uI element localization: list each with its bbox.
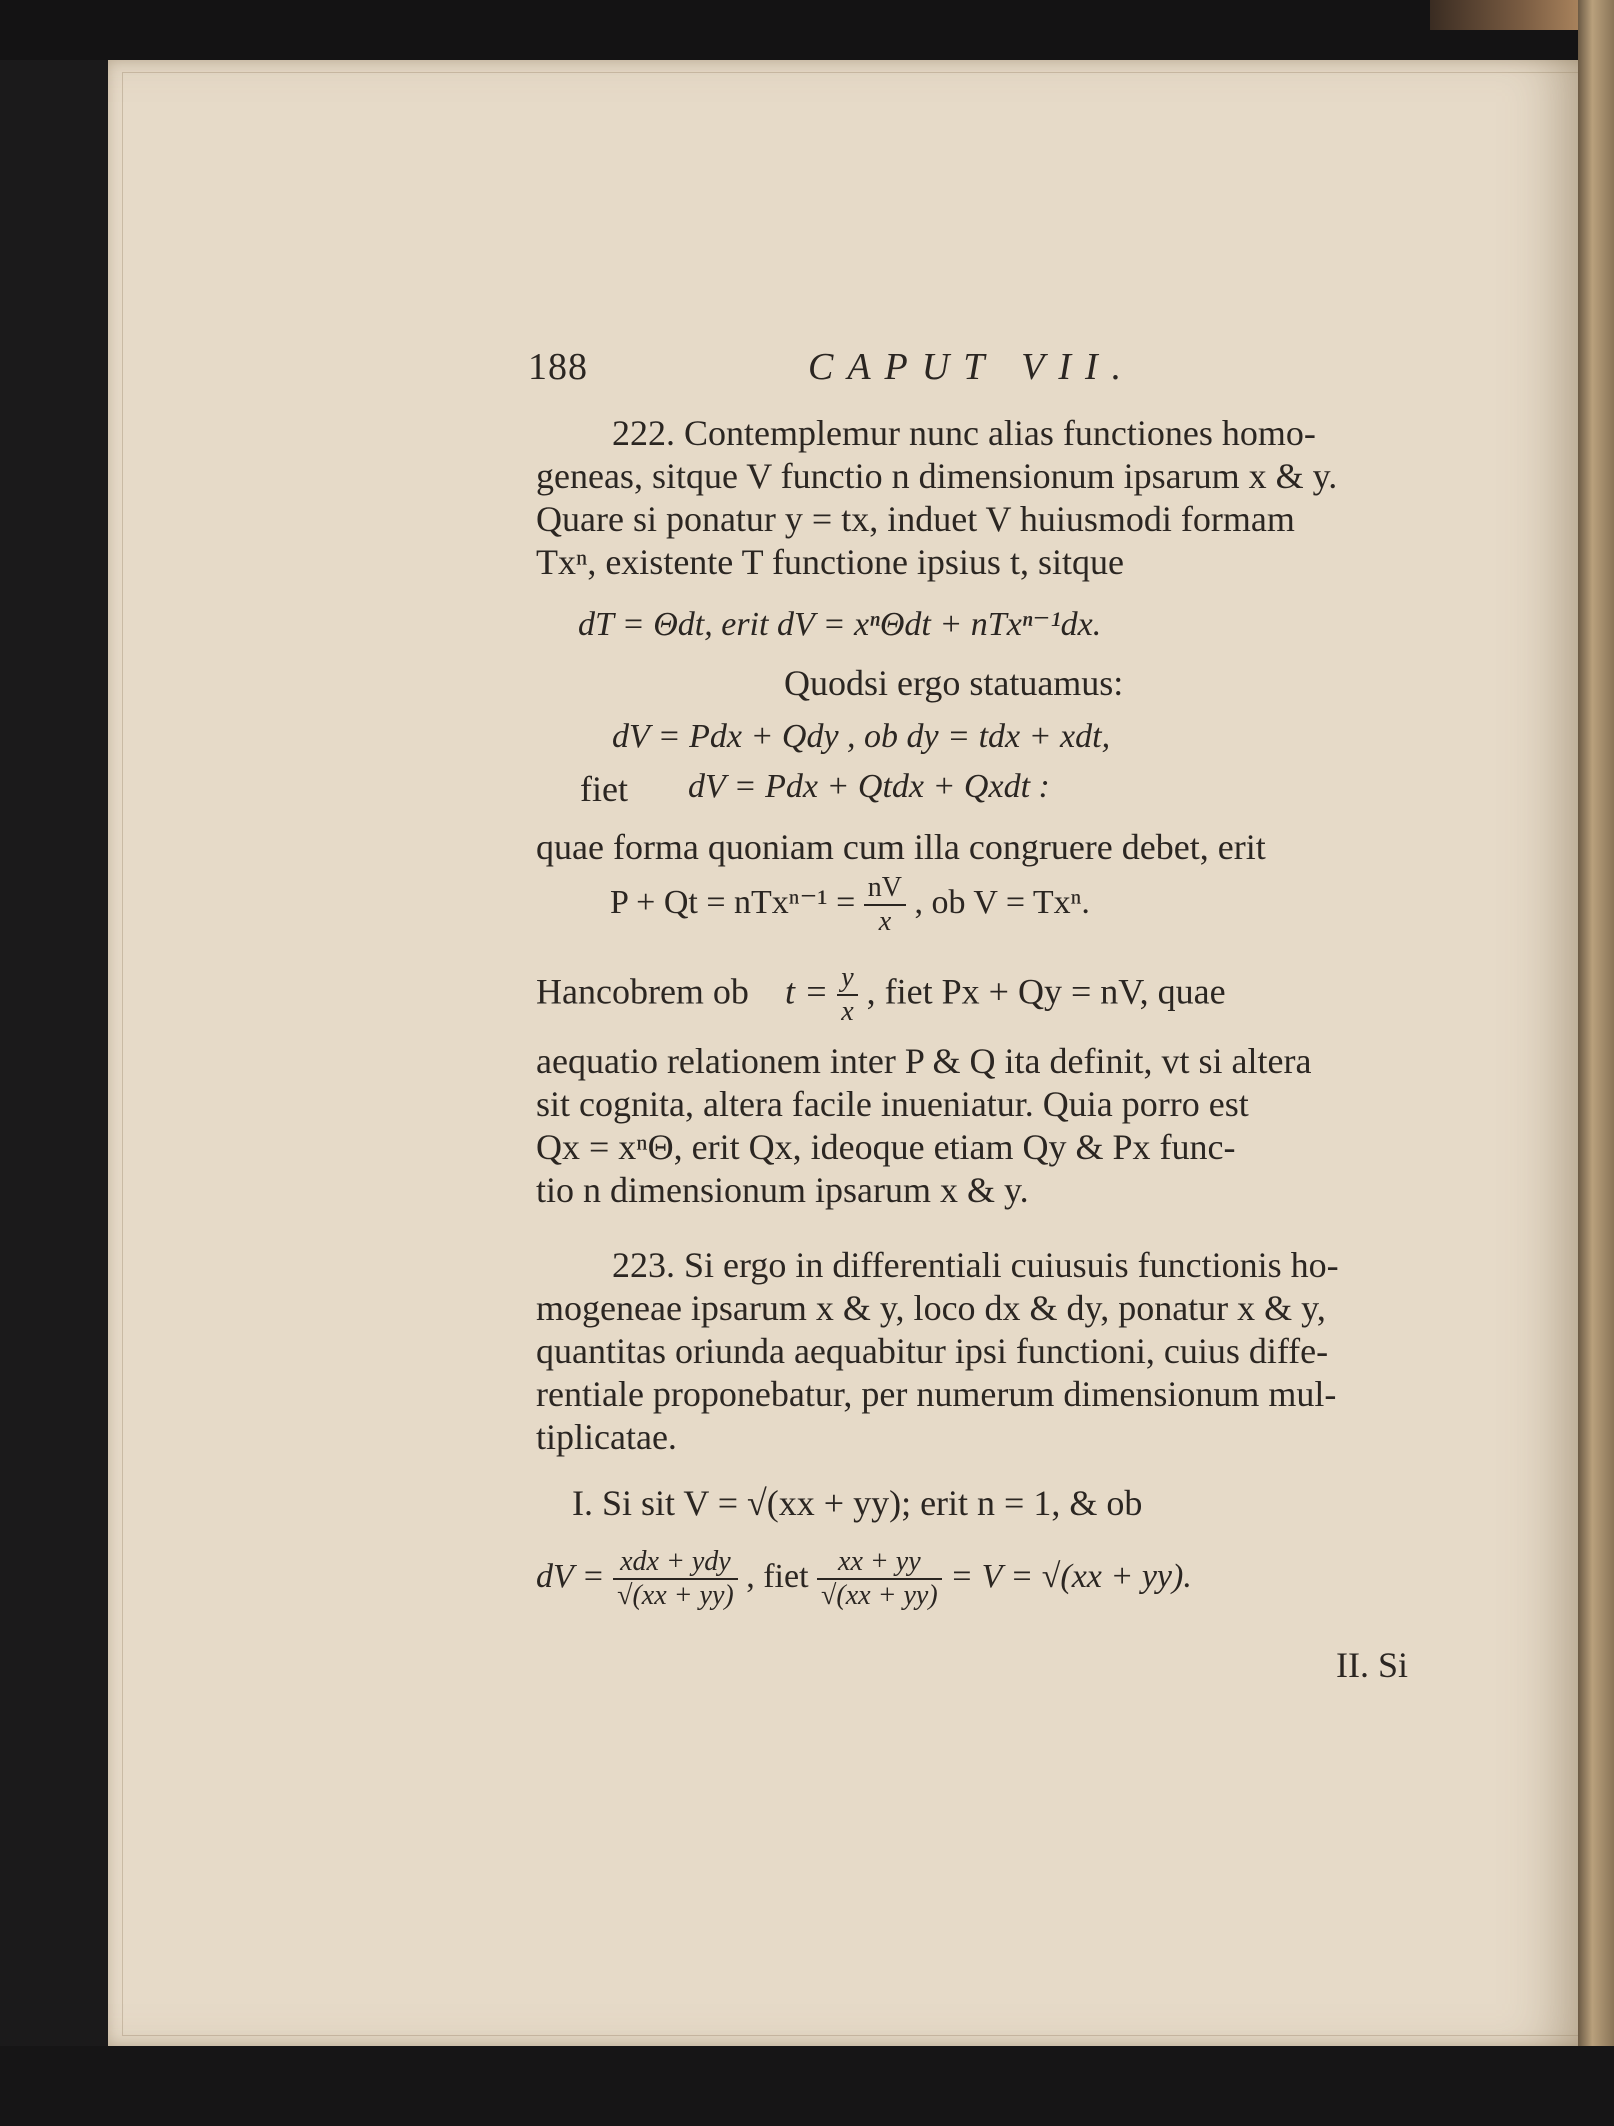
fraction-denominator: x: [878, 906, 892, 938]
equation-label: fiet: [580, 769, 628, 809]
fraction-numerator: xdx + ydy: [613, 1546, 738, 1580]
equation-part: = V = √(xx + yy).: [950, 1557, 1192, 1595]
equation-line: dV = Pdx + Qtdx + Qxdt :: [688, 768, 1050, 805]
equation-part: t =: [784, 971, 829, 1012]
catchword: II. Si: [1336, 1645, 1408, 1685]
bottom-dark-edge: [0, 2046, 1614, 2126]
text-line: geneas, sitque V functio n dimensionum ipsarum x & y.: [536, 456, 1338, 496]
fraction: [837, 962, 857, 1028]
equation-part: dV =: [536, 1557, 605, 1595]
book-spine: [1578, 0, 1614, 2126]
equation-part: , ob V = Txⁿ.: [914, 883, 1090, 921]
equation-line: [536, 1546, 1192, 1612]
text-line: mogeneae ipsarum x & y, loco dx & dy, ponatur x & y,: [536, 1288, 1326, 1328]
fraction-denominator: x: [841, 996, 854, 1028]
equation-part: , fiet: [746, 1557, 809, 1595]
text-line: sit cognita, altera facile inueniatur. Quia porro est: [536, 1084, 1249, 1124]
top-dark-edge: [0, 0, 1614, 60]
fraction-numerator: y: [837, 962, 857, 996]
text-line: Txⁿ, existente T functione ipsius t, sitque: [536, 542, 1124, 582]
fraction: [613, 1546, 738, 1612]
text-line: Quodsi ergo statuamus:: [784, 663, 1124, 703]
equation-part: , fiet Px + Qy = nV, quae: [866, 971, 1226, 1012]
running-title: CAPUT VII.: [808, 346, 1136, 388]
text-line: I. Si sit V = √(xx + yy); erit n = 1, & ob: [572, 1483, 1143, 1523]
text-line: quantitas oriunda aequabitur ipsi functioni, cuius diffe-: [536, 1331, 1329, 1371]
fraction: [864, 872, 906, 938]
text-line: Quare si ponatur y = tx, induet V huiusmodi formam: [536, 499, 1295, 539]
fraction-denominator: √(xx + yy): [821, 1580, 938, 1612]
equation-line: [610, 872, 1090, 938]
text-line: 223. Si ergo in differentiali cuiusuis functionis ho-: [612, 1245, 1339, 1285]
equation-line: [536, 962, 1226, 1028]
page-number: 188: [528, 346, 588, 388]
equation-line: dV = Pdx + Qdy , ob dy = tdx + xdt,: [612, 718, 1111, 755]
equation-part: P + Qt = nTxⁿ⁻¹ =: [610, 883, 856, 921]
fraction-numerator: nV: [864, 872, 906, 906]
fraction-denominator: √(xx + yy): [617, 1580, 734, 1612]
text-line: aequatio relationem inter P & Q ita definit, vt si altera: [536, 1041, 1312, 1081]
text-line: rentiale proponebatur, per numerum dimensionum mul-: [536, 1374, 1337, 1414]
text-line: Qx = xⁿΘ, erit Qx, ideoque etiam Qy & Px func-: [536, 1127, 1236, 1167]
fraction: [817, 1546, 942, 1612]
text-line: tiplicatae.: [536, 1417, 677, 1457]
equation-line: dT = Θdt, erit dV = xⁿΘdt + nTxⁿ⁻¹dx.: [578, 606, 1102, 643]
fraction-numerator: xx + yy: [817, 1546, 942, 1580]
text-line: tio n dimensionum ipsarum x & y.: [536, 1170, 1029, 1210]
text-line: 222. Contemplemur nunc alias functiones homo-: [612, 413, 1316, 453]
equation-part: Hancobrem ob: [536, 971, 749, 1012]
text-line: quae forma quoniam cum illa congruere debet, erit: [536, 827, 1266, 867]
